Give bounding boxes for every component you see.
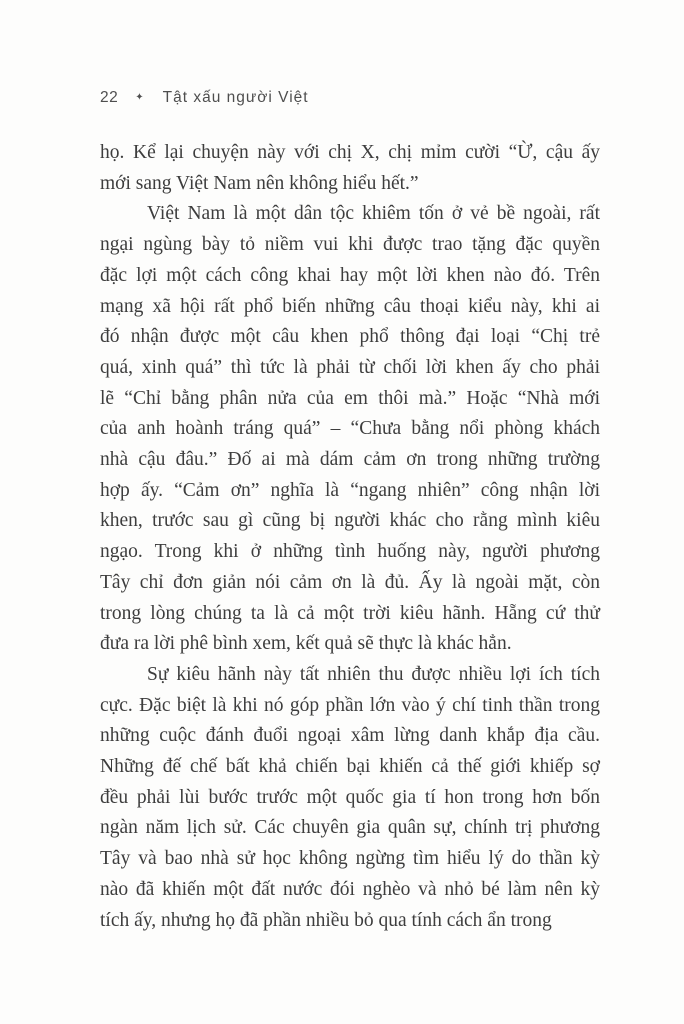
text-line: khen, trước sau gì cũng bị người khác cho rằng mình kiêu — [100, 510, 600, 532]
text-line: những cuộc đánh đuổi ngoại xâm lừng danh khắp địa cầu. — [100, 725, 600, 747]
text-line: tích ấy, nhưng họ đã phần nhiều bỏ qua tính cách ẩn trong — [100, 909, 552, 931]
text-line: đặc lợi một cách công khai hay một lời khen nào đó. Trên — [100, 264, 600, 286]
text-line: Việt Nam là một dân tộc khiêm tốn ở vẻ bề ngoài, rất — [147, 203, 600, 225]
text-line: trong lòng chúng ta là cả một trời kiêu hãnh. Hẵng cứ thử — [100, 602, 600, 624]
text-line: ngại ngùng bày tỏ niềm vui khi được trao tặng đặc quyền — [100, 234, 600, 256]
text-line: ngạo. Trong khi ở những tình huống này, người phương — [100, 541, 600, 563]
body-text-block — [100, 138, 600, 936]
running-header — [100, 89, 309, 107]
text-line: Tây và bao nhà sử học không ngừng tìm hiểu lý do thần kỳ — [100, 848, 600, 870]
text-line: mạng xã hội rất phổ biến những câu thoại kiểu này, khi ai — [100, 295, 600, 317]
text-line: Tây chỉ đơn giản nói cảm ơn là đủ. Ấy là ngoài mặt, còn — [100, 571, 600, 593]
text-line: mới sang Việt Nam nên không hiểu hết.” — [100, 172, 419, 194]
text-line: Sự kiêu hãnh này tất nhiên thu được nhiều lợi ích tích — [147, 663, 600, 685]
text-line: Những đế chế bất khả chiến bại khiến cả thế giới khiếp sợ — [100, 756, 600, 778]
page-number: 22 — [100, 89, 119, 106]
text-line: đưa ra lời phê bình xem, kết quả sẽ thực là khác hẳn. — [100, 633, 512, 655]
text-line: đó nhận được một câu khen phổ thông đại loại “Chị trẻ — [100, 326, 600, 348]
text-line: hợp ấy. “Cảm ơn” nghĩa là “ngang nhiên” công nhận lời — [100, 479, 600, 501]
text-line: nào đã khiến một đất nước đói nghèo và nhỏ bé làm nên kỳ — [100, 878, 600, 900]
text-line: lẽ “Chỉ bằng phân nửa của em thôi mà.” Hoặc “Nhà mới — [100, 387, 600, 409]
text-line: của anh hoành tráng quá” – “Chưa bằng nổi phòng khách — [100, 418, 600, 440]
running-header-book-title: Tật xấu người Việt — [162, 89, 309, 106]
text-line: cực. Đặc biệt là khi nó góp phần lớn vào ý chí tinh thần trong — [100, 694, 600, 716]
text-line: ngàn năm lịch sử. Các chuyên gia quân sự, chính trị phương — [100, 817, 600, 839]
text-line: nhà cậu đâu.” Đố ai mà dám cảm ơn trong những trường — [100, 449, 600, 471]
four-pointed-star-icon: ✦ — [135, 91, 145, 103]
text-line: họ. Kể lại chuyện này với chị X, chị mỉm cười “Ừ, cậu ấy — [100, 142, 600, 163]
text-line: quá, xinh quá” thì tức là phải từ chối lời khen ấy cho phải — [100, 356, 600, 378]
text-line: đều phải lùi bước trước một quốc gia tí hon trong hơn bốn — [100, 786, 600, 808]
